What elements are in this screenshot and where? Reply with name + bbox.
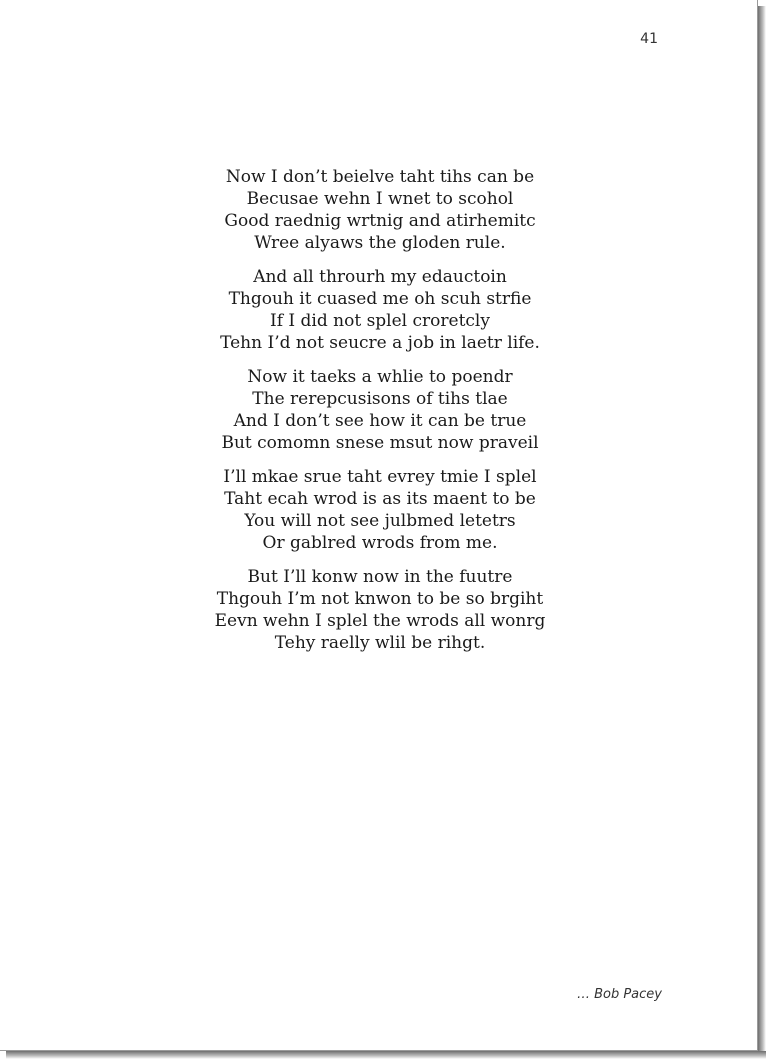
poem-line: But I’ll konw now in the fuutre (247, 567, 513, 587)
poem-line: But comomn snese msut now praveil (221, 433, 539, 453)
poem-line: Becusae wehn I wnet to scohol (246, 189, 514, 209)
page-shadow-bottom (6, 1051, 766, 1059)
poem-line: Wree alyaws the gloden rule. (254, 233, 506, 253)
poem-line: Tehn I’d not seucre a job in laetr life. (220, 333, 540, 353)
poem-line: Thgouh I’m not knwon to be so brgiht (216, 589, 544, 609)
poem-line: And all throurh my edauctoin (253, 267, 507, 287)
stanza-1 (0, 166, 760, 254)
poem-line: You will not see julbmed letetrs (244, 511, 516, 531)
poem (0, 166, 760, 666)
page-number: 41 (640, 31, 658, 47)
poem-line: Or gablred wrods from me. (262, 533, 498, 553)
stanza-5 (0, 566, 760, 654)
poem-line: Taht ecah wrod is as its maent to be (224, 489, 536, 509)
poem-line: If I did not splel croretcly (270, 311, 490, 331)
poem-line: Eevn wehn I splel the wrods all wonrg (214, 611, 546, 631)
page-shadow-right (758, 6, 766, 1057)
stanza-4 (0, 466, 760, 554)
stanza-3 (0, 366, 760, 454)
poem-line: Now I don’t beielve taht tihs can be (225, 167, 535, 187)
poem-line: And I don’t see how it can be true (233, 411, 527, 431)
poem-line: I’ll mkae srue taht evrey tmie I splel (223, 467, 537, 487)
stanza-2 (0, 266, 760, 354)
author-signature: … Bob Pacey (576, 987, 662, 1002)
poem-line: Now it taeks a whlie to poendr (247, 367, 513, 387)
poem-line: Thgouh it cuased me oh scuh strfie (228, 289, 532, 309)
poem-line: The rerepcusisons of tihs tlae (252, 389, 508, 409)
poem-line: Tehy raelly wlil be rihgt. (274, 633, 486, 653)
poem-line: Good raednig wrtnig and atirhemitc (224, 211, 536, 231)
